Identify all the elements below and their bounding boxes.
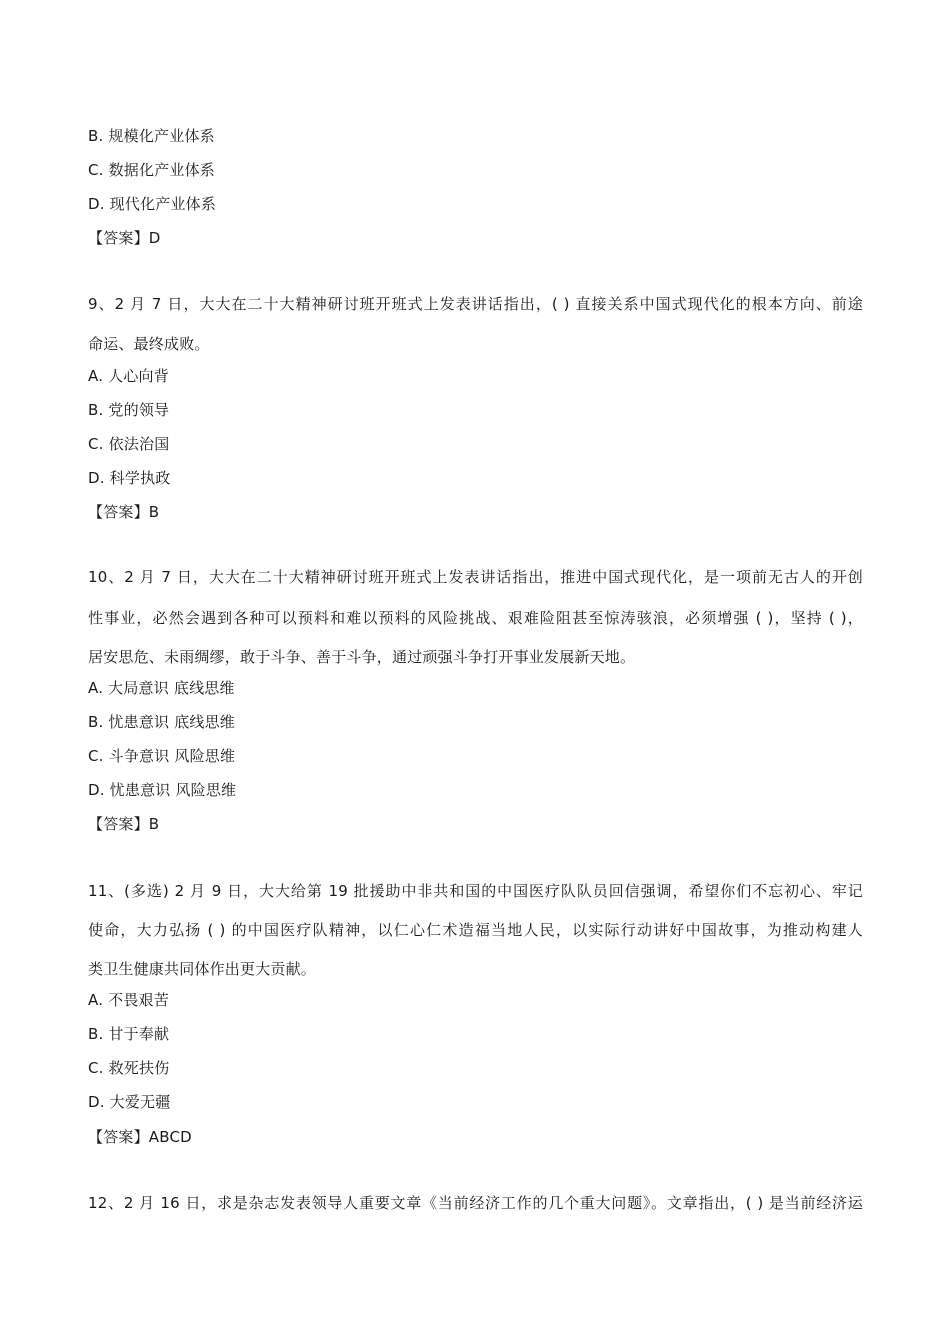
answer: 【答案】B	[88, 503, 160, 521]
option-b: B. 忧患意识 底线思维	[88, 713, 235, 731]
option-c: C. 斗争意识 风险思维	[88, 747, 236, 765]
option-c: C. 依法治国	[88, 435, 170, 453]
option-d: D. 大爱无疆	[88, 1093, 171, 1111]
option-d: D. 忧患意识 风险思维	[88, 781, 237, 799]
question-text-line: 性事业，必然会遇到各种可以预料和难以预料的风险挑战、艰难险阻甚至惊涛骇浪，必须增强 ( )，坚持 ( )，	[88, 609, 863, 627]
option-c: C. 救死扶伤	[88, 1059, 170, 1077]
option-a: A. 人心向背	[88, 367, 169, 385]
question-text-line: 12、2 月 16 日，求是杂志发表领导人重要文章《当前经济工作的几个重大问题》。文章指出，( ) 是当前经济运	[88, 1194, 863, 1212]
question-text-line: 使命，大力弘扬 ( ) 的中国医疗队精神，以仁心仁术造福当地人民，以实际行动讲好中国故事，为推动构建人	[88, 921, 863, 939]
option-a: A. 大局意识 底线思维	[88, 679, 235, 697]
option-b: B. 甘于奉献	[88, 1025, 170, 1043]
option-c: C. 数据化产业体系	[88, 161, 216, 179]
option-b: B. 党的领导	[88, 401, 170, 419]
question-text-line: 命运、最终成败。	[88, 335, 210, 353]
option-d: D. 现代化产业体系	[88, 195, 217, 213]
option-d: D. 科学执政	[88, 469, 171, 487]
question-text-line: 居安思危、未雨绸缪，敢于斗争、善于斗争，通过顽强斗争打开事业发展新天地。	[88, 648, 636, 666]
answer: 【答案】D	[88, 229, 161, 247]
question-text-line: 10、2 月 7 日，大大在二十大精神研讨班开班式上发表讲话指出，推进中国式现代化，是一项前无古人的开创	[88, 568, 863, 586]
option-a: A. 不畏艰苦	[88, 991, 169, 1009]
answer: 【答案】B	[88, 815, 160, 833]
question-text-line: 9、2 月 7 日，大大在二十大精神研讨班开班式上发表讲话指出，( ) 直接关系中国式现代化的根本方向、前途	[88, 295, 863, 313]
option-b: B. 规模化产业体系	[88, 127, 215, 145]
answer: 【答案】ABCD	[88, 1128, 192, 1146]
question-text-line: 11、(多选) 2 月 9 日，大大给第 19 批援助中非共和国的中国医疗队队员回信强调，希望你们不忘初心、牢记	[88, 882, 863, 900]
question-text-line: 类卫生健康共同体作出更大贡献。	[88, 960, 317, 978]
